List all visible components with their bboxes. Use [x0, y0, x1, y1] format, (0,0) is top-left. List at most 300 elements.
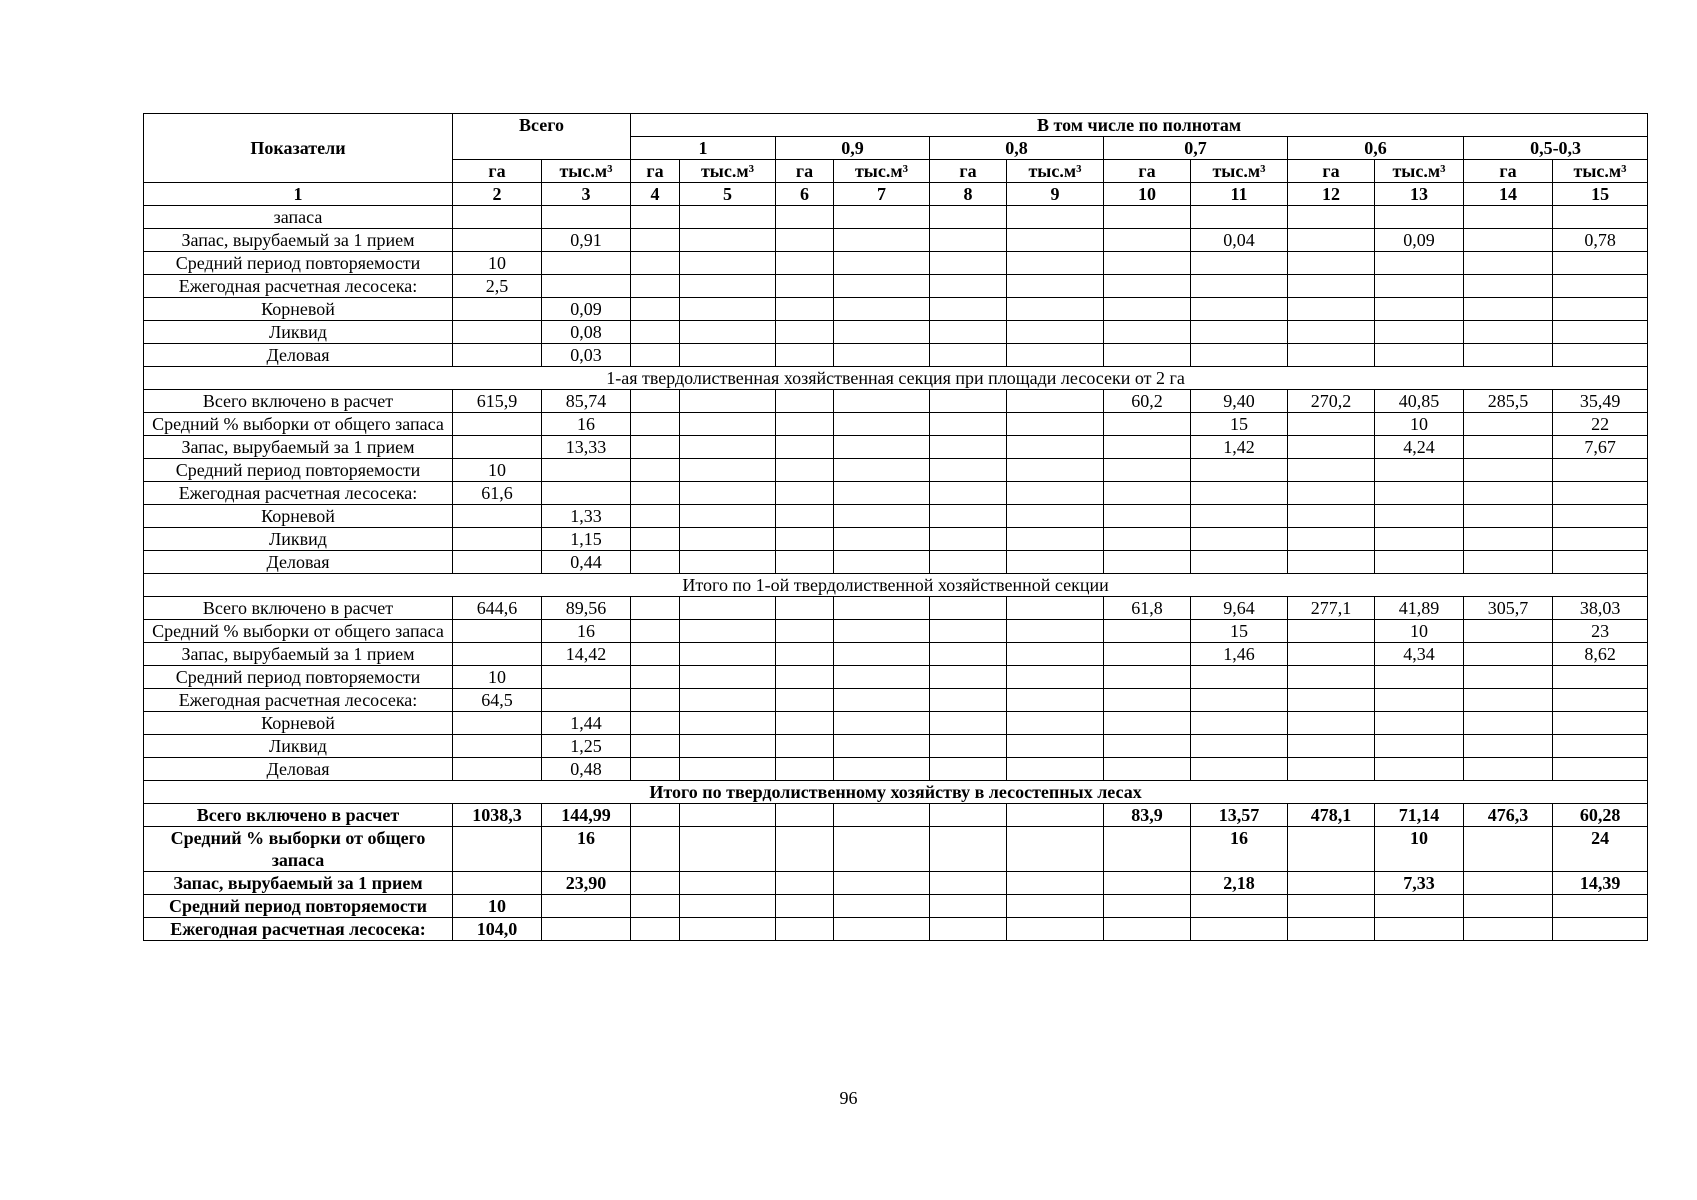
table-cell	[1464, 827, 1553, 872]
table-cell	[1553, 666, 1648, 689]
table-cell	[453, 321, 542, 344]
table-cell: 23	[1553, 620, 1648, 643]
table-cell	[680, 275, 776, 298]
table-cell	[631, 872, 680, 895]
table-cell	[680, 436, 776, 459]
table-cell	[1104, 321, 1191, 344]
table-cell	[1288, 252, 1375, 275]
table-cell	[834, 298, 930, 321]
table-cell	[631, 620, 680, 643]
row-label: Средний период повторяемости	[144, 895, 453, 918]
table-cell	[680, 344, 776, 367]
table-cell	[1375, 895, 1464, 918]
row-label: Деловая	[144, 344, 453, 367]
table-cell: 14,39	[1553, 872, 1648, 895]
table-cell: 38,03	[1553, 597, 1648, 620]
table-row	[144, 275, 1648, 298]
section-title: 1-ая твердолиственная хозяйственная секция при площади лесосеки от 2 га	[144, 367, 1648, 390]
table-cell	[1104, 895, 1191, 918]
table-cell	[834, 206, 930, 229]
table-cell	[1104, 298, 1191, 321]
table-cell	[776, 620, 834, 643]
table-cell	[631, 918, 680, 941]
table-cell	[1007, 482, 1104, 505]
table-cell	[1553, 459, 1648, 482]
table-cell: 0,03	[542, 344, 631, 367]
table-cell	[1104, 528, 1191, 551]
header-unit-volume: тыс.м³	[1191, 160, 1288, 183]
header-by-density: В том числе по полнотам	[631, 114, 1648, 137]
table-cell: 61,8	[1104, 597, 1191, 620]
table-cell	[1191, 252, 1288, 275]
table-cell	[1288, 918, 1375, 941]
header-unit-volume: тыс.м³	[834, 160, 930, 183]
row-label: Всего включено в расчет	[144, 390, 453, 413]
table-cell	[1191, 918, 1288, 941]
table-cell	[453, 551, 542, 574]
table-cell	[1007, 229, 1104, 252]
table-cell	[1104, 918, 1191, 941]
table-row	[144, 643, 1648, 666]
table-cell	[930, 895, 1007, 918]
table-cell	[1104, 436, 1191, 459]
table-cell	[1464, 735, 1553, 758]
header-unit-volume: тыс.м³	[542, 160, 631, 183]
table-cell: 13,57	[1191, 804, 1288, 827]
table-cell	[1007, 321, 1104, 344]
header-unit-ha: га	[776, 160, 834, 183]
row-label: Средний период повторяемости	[144, 459, 453, 482]
table-cell	[1288, 712, 1375, 735]
table-cell	[776, 758, 834, 781]
table-cell	[542, 689, 631, 712]
table-cell	[1104, 735, 1191, 758]
table-cell	[1288, 528, 1375, 551]
table-cell	[1007, 252, 1104, 275]
table-cell	[680, 551, 776, 574]
table-cell	[1288, 643, 1375, 666]
table-row	[144, 758, 1648, 781]
table-cell: 4,24	[1375, 436, 1464, 459]
table-cell	[1288, 436, 1375, 459]
table-cell	[776, 643, 834, 666]
table-cell	[834, 551, 930, 574]
table-cell	[631, 252, 680, 275]
table-cell	[834, 620, 930, 643]
table-cell	[834, 872, 930, 895]
table-cell	[631, 827, 680, 872]
table-cell	[1375, 918, 1464, 941]
table-cell: 41,89	[1375, 597, 1464, 620]
table-cell	[1191, 551, 1288, 574]
table-cell	[1191, 689, 1288, 712]
table-cell: 476,3	[1464, 804, 1553, 827]
table-cell	[453, 735, 542, 758]
table-cell	[1007, 413, 1104, 436]
table-row	[144, 298, 1648, 321]
table-header	[144, 114, 1648, 206]
table-cell	[631, 275, 680, 298]
table-cell	[1191, 459, 1288, 482]
table-cell: 104,0	[453, 918, 542, 941]
table-cell	[1288, 666, 1375, 689]
table-cell	[1104, 689, 1191, 712]
table-cell	[1375, 252, 1464, 275]
table-cell	[776, 298, 834, 321]
table-cell	[631, 597, 680, 620]
table-cell: 2,18	[1191, 872, 1288, 895]
table-cell	[834, 735, 930, 758]
table-cell: 24	[1553, 827, 1648, 872]
table-cell: 23,90	[542, 872, 631, 895]
table-cell	[776, 872, 834, 895]
table-cell	[930, 804, 1007, 827]
column-number: 1	[144, 183, 453, 206]
table-cell	[542, 482, 631, 505]
table-cell	[1288, 689, 1375, 712]
table-cell: 22	[1553, 413, 1648, 436]
table-cell	[680, 229, 776, 252]
table-cell	[1464, 229, 1553, 252]
table-cell	[776, 735, 834, 758]
table-cell	[631, 758, 680, 781]
header-density-group: 0,7	[1104, 137, 1288, 160]
table-cell: 14,42	[542, 643, 631, 666]
table-cell	[453, 758, 542, 781]
table-cell	[930, 344, 1007, 367]
table-cell	[1104, 827, 1191, 872]
table-cell	[1288, 321, 1375, 344]
table-cell	[680, 505, 776, 528]
table-cell	[1191, 344, 1288, 367]
table-cell	[1288, 459, 1375, 482]
table-cell	[631, 689, 680, 712]
table-cell	[1191, 505, 1288, 528]
table-cell	[453, 505, 542, 528]
row-label: Корневой	[144, 298, 453, 321]
table-cell	[776, 804, 834, 827]
table-cell	[1007, 551, 1104, 574]
table-row	[144, 689, 1648, 712]
table-cell	[1007, 298, 1104, 321]
table-row	[144, 321, 1648, 344]
table-cell	[1553, 689, 1648, 712]
table-cell	[1007, 390, 1104, 413]
table-cell	[680, 482, 776, 505]
table-cell	[930, 321, 1007, 344]
row-label: Ежегодная расчетная лесосека:	[144, 918, 453, 941]
table-cell	[1553, 321, 1648, 344]
table-cell: 0,78	[1553, 229, 1648, 252]
table-row	[144, 597, 1648, 620]
table-cell	[1288, 298, 1375, 321]
table-cell	[1191, 321, 1288, 344]
table-cell	[834, 344, 930, 367]
header-density-group: 0,8	[930, 137, 1104, 160]
table-cell	[776, 229, 834, 252]
table-cell	[930, 918, 1007, 941]
table-cell	[1464, 206, 1553, 229]
row-label: Запас, вырубаемый за 1 прием	[144, 643, 453, 666]
table-cell	[834, 712, 930, 735]
row-label: Ликвид	[144, 321, 453, 344]
table-cell	[1007, 505, 1104, 528]
table-cell	[1104, 643, 1191, 666]
table-cell	[542, 918, 631, 941]
table-cell	[1464, 436, 1553, 459]
table-cell	[680, 620, 776, 643]
table-cell: 10	[453, 252, 542, 275]
table-cell	[1553, 551, 1648, 574]
header-unit-volume: тыс.м³	[1007, 160, 1104, 183]
column-number: 4	[631, 183, 680, 206]
table-cell	[776, 459, 834, 482]
header-unit-volume: тыс.м³	[1375, 160, 1464, 183]
column-number: 14	[1464, 183, 1553, 206]
row-label: Запас, вырубаемый за 1 прием	[144, 872, 453, 895]
header-density-group: 0,5-0,3	[1464, 137, 1648, 160]
column-number: 10	[1104, 183, 1191, 206]
table-cell	[930, 275, 1007, 298]
row-label: Всего включено в расчет	[144, 597, 453, 620]
table-cell	[680, 666, 776, 689]
page-number: 96	[839, 1088, 858, 1108]
header-density-group: 1	[631, 137, 776, 160]
table-cell	[631, 413, 680, 436]
table-cell: 16	[1191, 827, 1288, 872]
table-cell	[1288, 206, 1375, 229]
table-cell	[776, 436, 834, 459]
table-cell	[1007, 804, 1104, 827]
row-label: запаса	[144, 206, 453, 229]
table-cell	[834, 390, 930, 413]
table-cell	[680, 459, 776, 482]
table-cell	[930, 436, 1007, 459]
table-cell: 9,40	[1191, 390, 1288, 413]
table-row	[144, 459, 1648, 482]
column-number: 6	[776, 183, 834, 206]
table-cell	[1288, 620, 1375, 643]
table-cell	[680, 413, 776, 436]
header-unit-ha: га	[930, 160, 1007, 183]
table-cell: 15	[1191, 413, 1288, 436]
column-number: 7	[834, 183, 930, 206]
table-cell	[631, 551, 680, 574]
table-cell	[1375, 735, 1464, 758]
table-cell	[1288, 482, 1375, 505]
table-cell	[1007, 528, 1104, 551]
table-cell	[1104, 482, 1191, 505]
table-cell	[1007, 689, 1104, 712]
table-cell	[930, 689, 1007, 712]
table-cell	[631, 666, 680, 689]
table-body	[144, 206, 1648, 941]
table-cell: 615,9	[453, 390, 542, 413]
header-column-numbers-row	[144, 183, 1648, 206]
table-cell	[1375, 206, 1464, 229]
table-cell	[930, 872, 1007, 895]
table-cell	[1375, 528, 1464, 551]
table-cell	[1104, 758, 1191, 781]
table-cell: 2,5	[453, 275, 542, 298]
table-cell	[1104, 413, 1191, 436]
header-unit-volume: тыс.м³	[1553, 160, 1648, 183]
header-total: Всего	[453, 114, 631, 160]
table-cell	[680, 321, 776, 344]
table-cell	[1288, 758, 1375, 781]
column-number: 12	[1288, 183, 1375, 206]
table-cell: 16	[542, 413, 631, 436]
table-cell	[930, 597, 1007, 620]
table-cell	[453, 229, 542, 252]
row-label: Ликвид	[144, 528, 453, 551]
row-label: Корневой	[144, 712, 453, 735]
table-cell: 10	[1375, 620, 1464, 643]
row-label: Запас, вырубаемый за 1 прием	[144, 436, 453, 459]
table-cell: 305,7	[1464, 597, 1553, 620]
header-unit-ha: га	[1464, 160, 1553, 183]
table-cell	[631, 643, 680, 666]
table-cell	[631, 482, 680, 505]
table-cell	[1553, 252, 1648, 275]
table-cell	[834, 528, 930, 551]
table-cell: 7,33	[1375, 872, 1464, 895]
table-cell	[453, 436, 542, 459]
table-cell: 89,56	[542, 597, 631, 620]
table-cell	[930, 712, 1007, 735]
row-label: Запас, вырубаемый за 1 прием	[144, 229, 453, 252]
table-cell	[542, 459, 631, 482]
table-row	[144, 206, 1648, 229]
table-cell	[542, 275, 631, 298]
table-cell	[834, 804, 930, 827]
table-cell	[776, 918, 834, 941]
table-cell: 1,42	[1191, 436, 1288, 459]
table-cell	[1288, 551, 1375, 574]
table-cell	[1464, 252, 1553, 275]
table-cell	[930, 390, 1007, 413]
table-cell	[453, 872, 542, 895]
table-cell	[834, 229, 930, 252]
table-cell: 40,85	[1375, 390, 1464, 413]
forest-calculation-table	[143, 113, 1648, 941]
table-cell	[776, 206, 834, 229]
row-label: Корневой	[144, 505, 453, 528]
table-cell: 83,9	[1104, 804, 1191, 827]
table-cell	[1007, 827, 1104, 872]
table-cell	[680, 804, 776, 827]
table-cell	[834, 275, 930, 298]
table-cell	[631, 505, 680, 528]
table-cell	[776, 827, 834, 872]
table-row	[144, 804, 1648, 827]
table-cell	[1104, 229, 1191, 252]
table-cell	[1553, 298, 1648, 321]
table-cell	[1007, 275, 1104, 298]
table-cell	[834, 597, 930, 620]
table-cell	[930, 252, 1007, 275]
table-cell	[1553, 344, 1648, 367]
table-cell	[1007, 344, 1104, 367]
table-cell	[930, 528, 1007, 551]
table-cell	[930, 413, 1007, 436]
table-cell	[1288, 872, 1375, 895]
table-cell	[680, 895, 776, 918]
table-cell: 0,91	[542, 229, 631, 252]
table-cell	[1464, 275, 1553, 298]
table-cell	[1553, 275, 1648, 298]
table-cell	[930, 505, 1007, 528]
table-cell	[776, 252, 834, 275]
table-cell: 9,64	[1191, 597, 1288, 620]
table-cell	[1104, 872, 1191, 895]
table-cell: 0,44	[542, 551, 631, 574]
table-cell	[834, 482, 930, 505]
table-cell: 0,08	[542, 321, 631, 344]
table-cell	[1464, 872, 1553, 895]
header-unit-ha: га	[1288, 160, 1375, 183]
table-cell	[631, 735, 680, 758]
table-cell	[776, 551, 834, 574]
table-cell	[1375, 344, 1464, 367]
table-cell	[1007, 436, 1104, 459]
table-cell: 10	[453, 895, 542, 918]
table-cell	[1007, 872, 1104, 895]
table-cell	[1288, 344, 1375, 367]
table-row	[144, 620, 1648, 643]
table-cell: 10	[1375, 827, 1464, 872]
table-cell	[453, 712, 542, 735]
table-cell: 1,33	[542, 505, 631, 528]
table-cell	[453, 827, 542, 872]
table-cell	[453, 413, 542, 436]
table-cell	[776, 390, 834, 413]
table-cell	[1191, 298, 1288, 321]
table-cell	[1007, 666, 1104, 689]
table-cell	[1464, 298, 1553, 321]
table-cell: 60,2	[1104, 390, 1191, 413]
table-cell: 0,09	[542, 298, 631, 321]
table-cell	[631, 459, 680, 482]
table-cell	[776, 321, 834, 344]
table-cell	[631, 712, 680, 735]
table-cell: 64,5	[453, 689, 542, 712]
table-cell	[1007, 895, 1104, 918]
table-cell	[776, 413, 834, 436]
row-label: Ежегодная расчетная лесосека:	[144, 482, 453, 505]
row-label: Средний % выборки от общего запаса	[144, 827, 453, 872]
table-cell	[1375, 666, 1464, 689]
table-cell	[834, 689, 930, 712]
table-cell	[1288, 827, 1375, 872]
table-cell: 1,44	[542, 712, 631, 735]
header-unit-ha: га	[453, 160, 542, 183]
table-cell	[680, 298, 776, 321]
table-row	[144, 712, 1648, 735]
column-number: 11	[1191, 183, 1288, 206]
section-row	[144, 367, 1648, 390]
section-row	[144, 781, 1648, 804]
table-cell	[1288, 413, 1375, 436]
table-cell	[1104, 206, 1191, 229]
table-cell: 35,49	[1553, 390, 1648, 413]
table-cell	[1464, 459, 1553, 482]
table-cell	[631, 206, 680, 229]
table-cell	[930, 758, 1007, 781]
table-cell: 478,1	[1288, 804, 1375, 827]
table-cell: 644,6	[453, 597, 542, 620]
table-cell	[930, 620, 1007, 643]
